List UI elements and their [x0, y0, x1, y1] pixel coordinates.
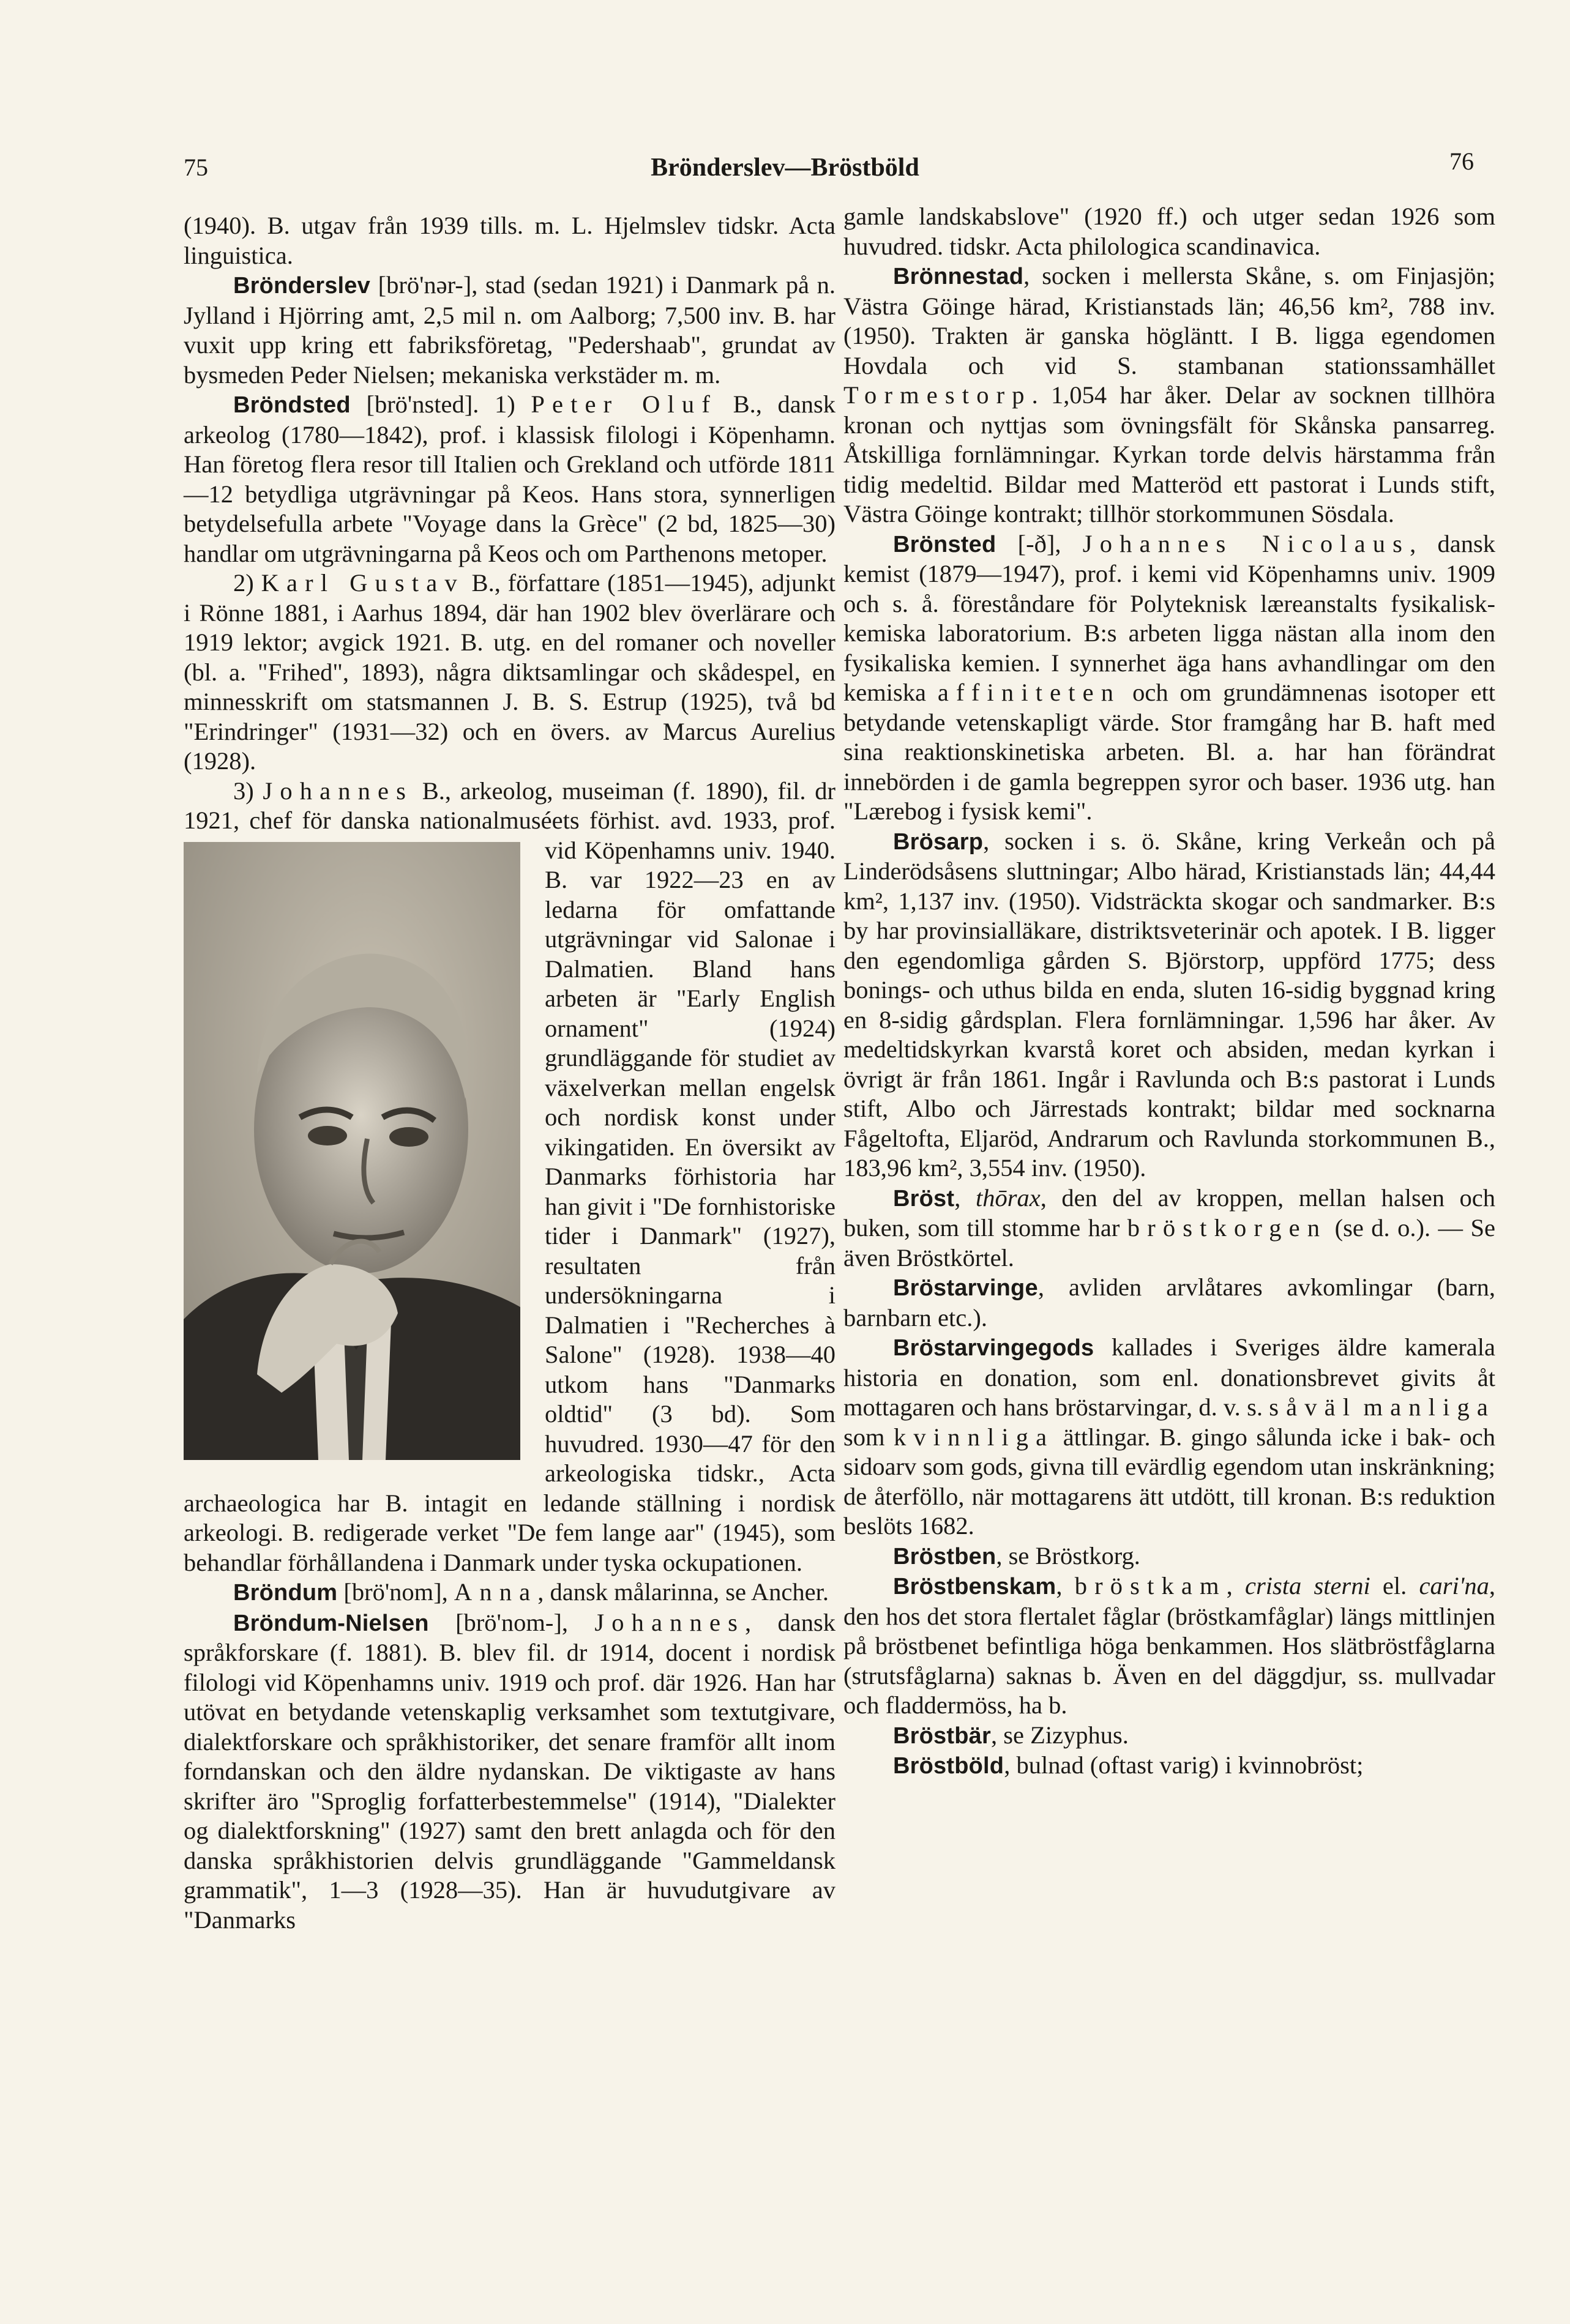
entry-text: el.	[1370, 1572, 1419, 1600]
page-number-right: 76	[1449, 147, 1474, 175]
entry-brost	[843, 1183, 1495, 1273]
entry-brostbenskam	[843, 1571, 1495, 1721]
entry-brondum	[184, 1577, 835, 1608]
right-column	[843, 202, 1495, 1781]
headword: Bröndum-Nielsen	[233, 1610, 429, 1636]
entry-text: [brö'nər-], stad (sedan 1921) i Danmark på n. Jylland i Hjörring amt, 2,5 mil n. om Aalborg; 7,500 inv. B. har vuxit upp kring ett fabriksföretag, "Pedershaab", grundat av bysmeden Peder Nielsen; mekaniska verkstäder m. m.	[184, 271, 835, 389]
entry-text: , se Bröstkorg.	[996, 1541, 1140, 1570]
latin-term: cari'na	[1419, 1572, 1489, 1600]
entry-text: , den hos det stora flertalet fåglar (bröstkamfåglar) längs mittlinjen på bröstbenet befintliga höga benkammen. Hos slätbröstfåglarna (strutsfåglarna) saknas b. Även en del däggdjur, ss. mullvadar och fladdermöss, ha b.	[843, 1572, 1495, 1719]
headword: Bröstbenskam	[893, 1574, 1056, 1600]
portrait-photo	[184, 842, 520, 1460]
spaced-name: Anna	[454, 1578, 538, 1606]
entry-text: , se Zizyphus.	[990, 1721, 1129, 1749]
headword: Bröst	[893, 1185, 955, 1212]
headword: Bröstböld	[893, 1753, 1004, 1779]
spaced-place: Tormestorp	[843, 381, 1032, 409]
page-number-left: 75	[184, 154, 208, 181]
entry-text: , socken i mellersta Skåne, s. om Finjasjön; Västra Göinge härad, Kristianstads län; 46,56 km², 788 inv. (1950). Trakten är ganska högläntt. I B. ligga egendomen Hovdala och vid S. stambanan stationssamhället	[843, 262, 1495, 379]
entry-brondsted-3	[184, 777, 835, 1578]
headword: Brönsted	[893, 531, 996, 557]
entry-text: , dansk målarinna, se Ancher.	[537, 1578, 829, 1606]
spaced-name: Karl Gustav	[261, 569, 465, 597]
headword: Bröstarvingegods	[893, 1335, 1094, 1361]
entry-bronnestad	[843, 261, 1495, 529]
entry-brostarvingegods	[843, 1333, 1495, 1541]
entry-text: (se d. o.). — Se även Bröstkörtel.	[843, 1214, 1495, 1272]
entry-brostben	[843, 1541, 1495, 1572]
headword: Bröstbär	[893, 1723, 991, 1749]
entry-brondsted-2	[184, 568, 835, 777]
entry-text: ,	[1226, 1572, 1245, 1600]
portrait-illustration	[184, 842, 520, 1460]
entry-bronsted	[843, 529, 1495, 827]
headword: Bröstben	[893, 1543, 996, 1570]
entry-text: och om grundämnenas isotoper ett betydande vetenskapligt värde. Stor framgång har B. haft med sina reaktionskinetiska arbeten. Bl. a. har han förändrat innebörden i de gamla begreppen syror och baser. 1936 utg. han "Lærebog i fysisk kemi".	[843, 679, 1495, 825]
spaced-term: manliga	[1363, 1393, 1495, 1421]
spaced-term: bröstkorgen	[1127, 1214, 1328, 1242]
entry-text: , dansk kemist (1879—1947), prof. i kemi vid Köpenhamns univ. 1909 och s. å. föreståndare för Polyteknisk læreanstalts fysikalisk-kemiska laboratorium. B:s arbeten ligga nästan alla inom den fysikaliska kemien. I synnerhet äga hans avhandlingar om den kemiska	[843, 529, 1495, 706]
entry-number: 2)	[233, 569, 261, 597]
spaced-name: Peter Oluf	[531, 390, 717, 418]
spaced-name: Johannes	[263, 777, 414, 805]
entry-text: . 1,054 har åker. Delar av socknen tillhöra kronan och nyttjas som övningsfält för Skånska pansarreg. Åtskilliga fornlämningar. Kyrkan torde delvis härstamma från tidig medeltid. Bildar med Matteröd ett pastorat i Lunds stift, Västra Göinge kontrakt; tillhör storkommunen Sösdala.	[843, 381, 1495, 527]
left-column	[184, 211, 835, 1935]
spaced-term: såväl	[1269, 1393, 1358, 1421]
entry-brostarvinge	[843, 1273, 1495, 1333]
spaced-name: Johannes Nicolaus	[1082, 529, 1410, 557]
entry-text: [-ð],	[996, 529, 1083, 557]
entry-text: , dansk språkforskare (f. 1881). B. blev fil. dr 1914, docent i nordisk filologi vid Köpenhamns univ. 1919 och prof. där 1926. Han har utövat en betydande vetenskaplig verksamhet som textutgivare, dialektforskare och språkhistoriker, det senare framför allt inom forndanskan och den äldre nydanskan. De viktigaste av hans skrifter äro "Sproglig forfatterbestemmelse" (1914), "Dialekter og dialektforskning" (1927) samt den brett anlagda och för den danska språkhistorien delvis grundläggande "Gammeldansk grammatik", 1—3 (1928—35). Han är huvudutgivare av "Danmarks	[184, 1608, 835, 1934]
headword: Brönderslev	[233, 273, 370, 299]
entry-text: som	[843, 1423, 894, 1451]
latin-term: crista sterni	[1244, 1572, 1370, 1600]
spaced-name: Johannes	[594, 1608, 746, 1636]
entry-text: , den del av kroppen, mellan halsen och buken, som till stomme har	[843, 1183, 1495, 1242]
entry-text: B., dansk arkeolog (1780—1842), prof. i klassisk filologi i Köpenhamn. Han företog flera resor till Italien och Grekland och utförde 1811—12 betydliga utgrävningar på Keos. Hans stora, synnerligen betydelsefulla arbete "Voyage dans la Grèce" (2 bd, 1825—30) handlar om utgrävningarna på Keos och om Parthenons metoper.	[184, 390, 836, 567]
headword: Bröstarvinge	[893, 1275, 1038, 1301]
spaced-term: affiniteten	[937, 679, 1121, 706]
headword: Brönnestad	[893, 264, 1024, 289]
entry-text: , socken i s. ö. Skåne, kring Verkeån och på Linderödsåsens sluttningar; Albo härad, Kristianstads län; 44,44 km², 1,137 inv. (1950). Vidsträckta skogar och sandmarker. B:s by har provinsialläkare, distriktsveterinär och apotek. I B. ligger den egendomliga gården S. Björstorp, uppförd 1775; dess bonings- och uthus bilda en enda, sluten 16-sidig byggnad kring en 8-sidig gårdsplan. Flera fornlämningar. 1,596 har åker. Av medeltidskyrkan kvarstå koret och absiden, medan kyrkan i övrigt är från 1861. Ingår i Ravlunda och B:s pastorat i Lunds stift, Albo och Järrestads kontrakt; bildar med socknarna Fågeltofta, Eljaröd, Andrarum och Ravlunda storkommunen B., 183,96 km², 3,554 inv. (1950).	[843, 827, 1495, 1182]
running-title: Brönderslev—Bröstböld	[651, 154, 919, 182]
entry-text: [brö'nom-],	[428, 1608, 595, 1636]
headword: Brösarp	[893, 829, 984, 855]
entry-text: ,	[1056, 1572, 1075, 1600]
continued-text: (1940). B. utgav från 1939 tills. m. L. Hjelmslev tidskr. Acta linguistica.	[184, 212, 835, 269]
entry-brostbold	[843, 1751, 1495, 1781]
entry-text: ättlingar. B. gingo sålunda icke i bak- och sidoarv som gods, givna till evärdlig egendom utan inskränkning; de återföllo, när mottagarens ätt utdött, till kronan. B:s reduktion beslöts 1682.	[843, 1423, 1495, 1540]
entry-text	[184, 777, 835, 1576]
spaced-term: bröstkam	[1074, 1572, 1227, 1600]
headword: Bröndsted	[233, 392, 351, 418]
latin-term: thōrax	[975, 1183, 1041, 1212]
entry-text	[1357, 1393, 1363, 1421]
spaced-term: kvinnliga	[893, 1423, 1055, 1451]
continued-text: gamle landskabslove" (1920 ff.) och utger sedan 1926 som huvudred. tidskr. Acta philologica scandinavica.	[843, 203, 1495, 260]
entry-text: [brö'nom],	[337, 1578, 454, 1606]
entry-bronderslev	[184, 270, 835, 390]
entry-text: kallades i Sveriges äldre kamerala historia en donation, som enl. donationsbrevet givits åt mottagaren och hans bröstarvingar, d. v. s.	[843, 1333, 1495, 1421]
entry-text: ,	[954, 1183, 976, 1212]
entry-brondum-nielsen	[184, 1608, 835, 1935]
entry-text: , bulnad (oftast varig) i kvinnobröst;	[1004, 1751, 1364, 1779]
entry-text: B., författare (1851—1945), adjunkt i Rönne 1881, i Aarhus 1894, där han 1902 blev överlärare och 1919 lektor; avgick 1921. B. utg. en del romaner och noveller (bl. a. "Frihed", 1893), några diktsamlingar och skådespel, en minnesskrift om statsmannen J. B. S. Estrup (1925), två bd "Erindringer" (1931—32) och en övers. av Marcus Aurelius (1928).	[184, 569, 835, 775]
entry-text: B. var 1922—23 en av ledarna för omfattande utgrävningar vid Salonae i Dalmatien. Bland hans arbeten är "Early English ornament" (1924) grundläggande för studiet av växelverkan mellan engelsk och nordisk konst under vikingatiden. En översikt av Danmarks förhistoria har han givit i "De fornhistoriske tider i Danmark" (1927), resultaten från undersökningarna i Dalmatien i "Recherches à Salone" (1928). 1938—40 utkom hans "Danmarks oldtid" (3 bd). Som huvudred. 1930—47 för den arkeologiska tidskr., Acta archaeologica har B. intagit en ledande ställning i nordisk arkeologi. B. redigerade verket "De fem lange aar" (1945), som behandlar förhållandena i Danmark under tyska ockupationen.	[184, 866, 835, 1576]
entry-brondsted	[184, 390, 835, 568]
headword: Bröndum	[233, 1580, 338, 1606]
entry-text: B., arkeolog, museiman (f. 1890), fil. dr 1921, chef för danska nationalmuséets förhist. avd. 1933, prof. vid Köpenhamns univ. 1940.	[184, 777, 835, 864]
entry-number: 3)	[233, 777, 263, 805]
entry-text: , avliden arvlåtares avkomlingar (barn, barnbarn etc.).	[843, 1273, 1495, 1331]
entry-brosarp	[843, 827, 1495, 1183]
entry-text: [brö'nsted]. 1)	[350, 390, 531, 418]
entry-brostbar	[843, 1721, 1495, 1751]
